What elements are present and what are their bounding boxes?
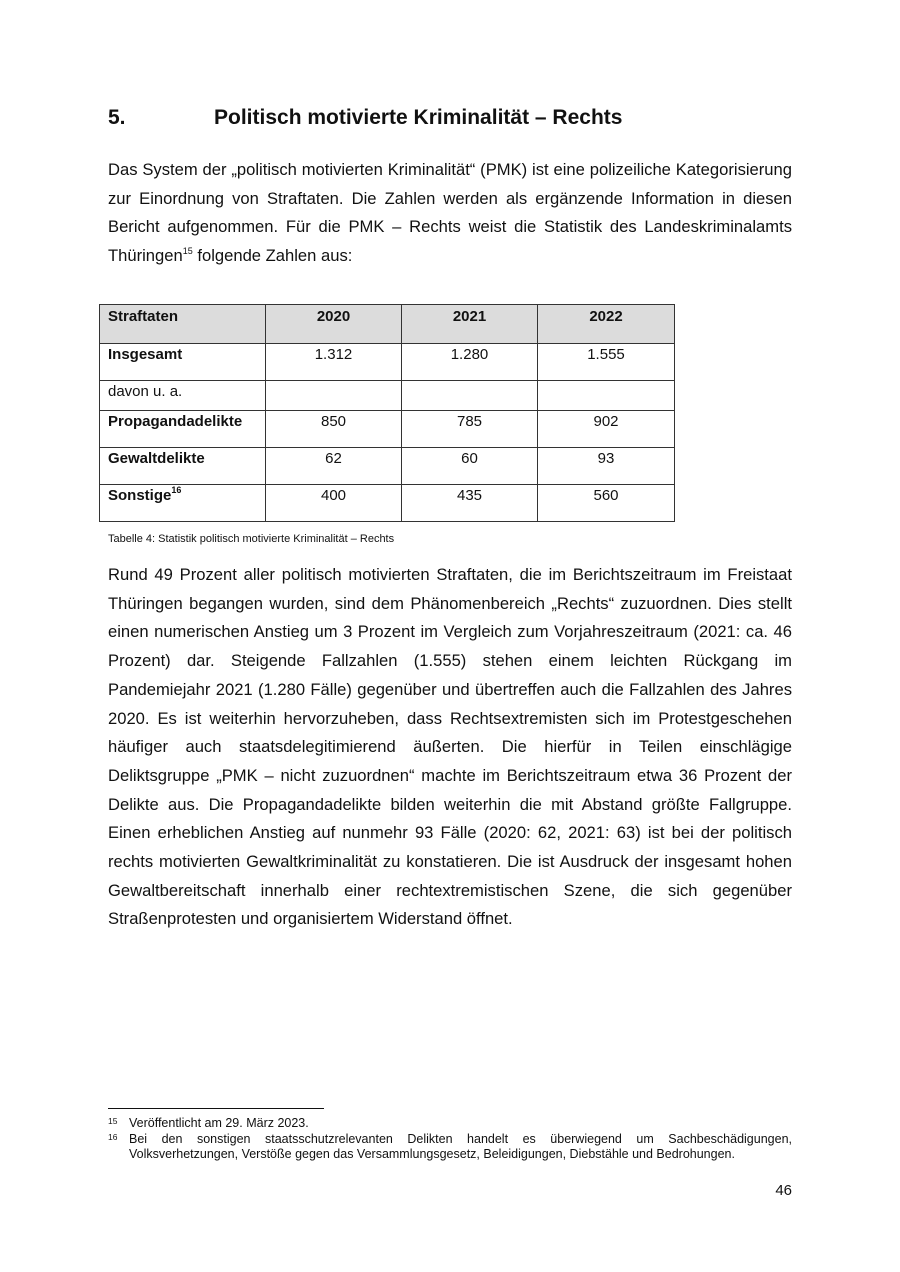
footnote-ref-15: 15 (182, 246, 193, 257)
table-cell: 400 (266, 485, 402, 522)
footnote-text: Bei den sonstigen staatsschutzrelevanten Delikten handelt es überwiegend um Sachbeschädigungen, Volksverhetzungen, Verstöße gegen das Versammlungsgesetz, Beleidigungen, Diebstähle und Bedrohungen. (129, 1132, 792, 1161)
table-cell (266, 381, 402, 411)
table-row-sonstige (100, 485, 675, 522)
table-header-cell: 2020 (266, 305, 402, 344)
section-number: 5. (108, 106, 126, 129)
table-header-cell: Straftaten (100, 305, 266, 344)
footnote-number: 16 (108, 1132, 118, 1142)
table-cell: 435 (402, 485, 538, 522)
row-label: Insgesamt (100, 344, 266, 381)
row-label: Gewaltdelikte (100, 448, 266, 485)
table-cell: 60 (402, 448, 538, 485)
table-cell: 785 (402, 411, 538, 448)
intro-text: Das System der „politisch motivierten Kriminalität“ (PMK) ist eine polizeiliche Kategorisierung zur Einordnung von Straftaten. Die Zahlen werden als ergänzende Information in diesen Bericht aufgenommen. Für die PMK – Rechts weist die Statistik des Landeskriminalamts Thüringen (108, 160, 792, 266)
table-caption: Tabelle 4: Statistik politisch motivierte Kriminalität – Rechts (108, 533, 395, 545)
row-label: davon u. a. (100, 381, 266, 411)
intro-text-end: folgende Zahlen aus: (192, 246, 353, 266)
body-paragraph: Rund 49 Prozent aller politisch motivierten Straftaten, die im Berichtszeitraum im Freistaat Thüringen begangen wurden, sind dem Phänomenbereich „Rechts“ zuzuordnen. Dies stellt einen numerischen Anstieg um 3 Prozent im Vergleich zum Vorjahreszeitraum (2021: ca. 46 Prozent) dar. Steigende Fallzahlen (1.555) stehen einem leichten Rückgang im Pandemiejahr 2021 (1.280 Fälle) gegenüber und übertreffen auch die Fallzahlen des Jahres 2020. Es ist weiterhin hervorzuheben, dass Rechtsextremisten sich im Protestgeschehen häufiger auch staatsdelegitimierend äußerten. Die hierfür in Teilen einschlägige Deliktsgruppe „PMK – nicht zuzuordnen“ machte im Berichtszeitraum etwa 36 Prozent der Delikte aus. Die Propagandadelikte bilden weiterhin die mit Abstand größte Fallgruppe. Einen erheblichen Anstieg auf nunmehr 93 Fälle (2020: 62, 2021: 63) ist bei der politisch rechts motivierten Gewaltkriminalität zu konstatieren. Die ist Ausdruck der insgesamt hohen Gewaltbereitschaft innerhalb einer rechtextremistischen Szene, die sich gegenüber Straßenprotesten und organisiertem Widerstand öffnet. (108, 565, 792, 929)
page-number: 46 (775, 1182, 792, 1199)
footnote-text: Veröffentlicht am 29. März 2023. (129, 1116, 309, 1130)
table-header-cell: 2021 (402, 305, 538, 344)
table-cell: 93 (538, 448, 675, 485)
footnote-number: 15 (108, 1116, 118, 1126)
table-cell: 560 (538, 485, 675, 522)
table-cell: 1.312 (266, 344, 402, 381)
table-cell (402, 381, 538, 411)
section-title: Politisch motivierte Kriminalität – Rechts (214, 106, 623, 129)
row-label-text: Sonstige (108, 487, 172, 504)
table-cell (538, 381, 675, 411)
table-cell: 1.280 (402, 344, 538, 381)
statistics-table (99, 304, 675, 522)
table-cell: 62 (266, 448, 402, 485)
table-header-row (100, 305, 675, 344)
table-row-gewaltdelikte (100, 448, 675, 485)
intro-paragraph (108, 156, 792, 271)
table-cell: 1.555 (538, 344, 675, 381)
row-label: Propagandadelikte (100, 411, 266, 448)
footnote-16 (108, 1132, 792, 1162)
footnote-divider (108, 1108, 324, 1109)
table-row-propagandadelikte (100, 411, 675, 448)
footnote-15 (108, 1116, 792, 1131)
table-row-insgesamt (100, 344, 675, 381)
table-row-davon (100, 381, 675, 411)
footnote-ref-16: 16 (171, 485, 182, 495)
section-heading (108, 106, 622, 130)
table-cell: 902 (538, 411, 675, 448)
table-header-cell: 2022 (538, 305, 675, 344)
row-label (100, 485, 266, 522)
table-cell: 850 (266, 411, 402, 448)
